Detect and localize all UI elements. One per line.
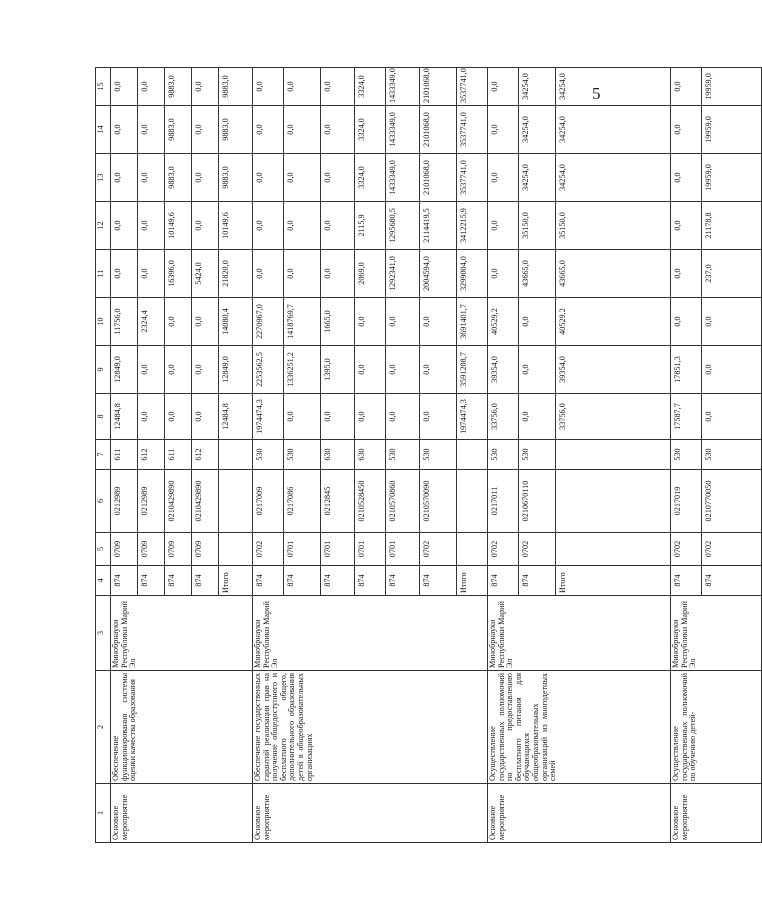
value-cell [556,440,671,470]
value-cell: 874 [284,566,321,596]
executor-cell: Минобрнауки Республики Марий Эл [488,596,671,671]
value-cell: 0,0 [488,68,519,106]
value-cell: 874 [192,566,219,596]
value-cell: 34254,0 [519,106,556,154]
value-cell: 12849,0 [111,346,138,394]
value-cell: 0702 [253,533,284,566]
column-header: 5 [96,533,111,566]
value-cell: 0,0 [111,106,138,154]
value-cell: 0,0 [138,394,165,440]
value-cell: 43665,0 [519,250,556,298]
value-cell: 1433349,0 [386,68,420,106]
value-cell: 0,0 [192,68,219,106]
value-cell: 0,0 [386,298,420,346]
value-cell: 0,0 [321,106,355,154]
value-cell: 1418769,7 [284,298,321,346]
executor-cell: Минобрнауки Республики Марий Эл [253,596,488,671]
value-cell: 0,0 [355,394,386,440]
executor-cell: Минобрнауки Республики Марий Эл [671,596,762,671]
value-cell [556,470,671,533]
value-cell: 0,0 [420,394,457,440]
value-cell: 12849,0 [219,346,253,394]
value-cell: 0,0 [253,154,284,202]
value-cell: 9883,0 [219,154,253,202]
value-cell [556,533,671,566]
value-cell: 0702 [702,533,762,566]
column-header: 3 [96,596,111,671]
value-cell: 0,0 [111,250,138,298]
value-cell: 21178,8 [702,202,762,250]
rotated-page [95,68,713,843]
value-cell: 0,0 [488,106,519,154]
value-cell: 612 [192,440,219,470]
value-cell: 0,0 [192,394,219,440]
value-cell: 34254,0 [556,154,671,202]
value-cell: 2324,4 [138,298,165,346]
value-cell: 630 [321,440,355,470]
column-header: 11 [96,250,111,298]
value-cell: 5424,0 [192,250,219,298]
value-cell: 34254,0 [556,68,671,106]
value-cell: 0210570090 [420,470,457,533]
value-cell: 35150,0 [519,202,556,250]
value-cell: 874 [165,566,192,596]
value-cell: 0,0 [420,346,457,394]
value-cell: 0,0 [192,154,219,202]
value-cell: 1433349,0 [386,154,420,202]
page-number: 5 [592,84,601,103]
value-cell: 530 [519,440,556,470]
value-cell: 0,0 [321,154,355,202]
value-cell: 0,0 [420,298,457,346]
value-cell: 3299004,0 [457,250,488,298]
value-cell: 0,0 [253,202,284,250]
activity-name-cell: Осуществление государственных полномочий по предоставлению бесплатного питания для обучающихся общеобразовательных организаций из многодетных семей [488,671,671,784]
value-cell: 0,0 [488,202,519,250]
value-cell: 3537741,0 [457,106,488,154]
column-header: 10 [96,298,111,346]
value-cell: 0702 [671,533,702,566]
value-cell: 3691401,7 [457,298,488,346]
column-header: 6 [96,470,111,533]
value-cell: 0212989 [111,470,138,533]
value-cell: 0210770050 [702,470,762,533]
value-cell: 630 [355,440,386,470]
value-cell: 0,0 [355,298,386,346]
value-cell: 3537741,0 [457,154,488,202]
column-header: 2 [96,671,111,784]
value-cell: 0,0 [702,298,762,346]
value-cell: 0,0 [284,68,321,106]
value-cell: 16396,0 [165,250,192,298]
value-cell: 21820,0 [219,250,253,298]
value-cell: 0702 [420,533,457,566]
value-cell: 0,0 [702,394,762,440]
column-header: 8 [96,394,111,440]
activity-type-cell: Основное мероприятие [111,784,253,843]
value-cell: 530 [671,440,702,470]
value-cell: 0,0 [111,202,138,250]
value-cell: 874 [519,566,556,596]
value-cell: 34254,0 [556,106,671,154]
value-cell: 12484,8 [111,394,138,440]
value-cell: 0,0 [671,106,702,154]
value-cell: 0,0 [321,394,355,440]
value-cell: 0,0 [284,394,321,440]
value-cell: 0,0 [253,68,284,106]
value-cell: 530 [488,440,519,470]
value-cell [457,470,488,533]
value-cell: 0,0 [138,154,165,202]
column-header: 7 [96,440,111,470]
total-label-cell: Итого [556,566,671,596]
value-cell: 3324,0 [355,68,386,106]
total-label-cell: Итого [219,566,253,596]
value-cell: 1336251,2 [284,346,321,394]
activity-name-cell: Обеспечение государственных гарантий реализации прав на получение общедоступного и бесплатного общего, дополнительного образования детей в общеобразовательных организациях [253,671,488,784]
value-cell: 0210429890 [165,470,192,533]
value-cell: 3324,0 [355,154,386,202]
value-cell: 40529,2 [556,298,671,346]
activity-name-cell: Осуществление государственных полномочий по обучению детей- [671,671,762,784]
value-cell: 10149,6 [219,202,253,250]
value-cell: 34254,0 [519,154,556,202]
value-cell: 0,0 [702,346,762,394]
value-cell: 874 [420,566,457,596]
column-header: 14 [96,106,111,154]
column-header: 4 [96,566,111,596]
value-cell: 0,0 [386,394,420,440]
column-header: 9 [96,346,111,394]
value-cell: 0,0 [284,154,321,202]
value-cell: 0701 [321,533,355,566]
value-cell: 0,0 [284,202,321,250]
value-cell: 0,0 [111,154,138,202]
value-cell: 0,0 [671,298,702,346]
activity-type-cell: Основное мероприятие [671,784,762,843]
value-cell: 0,0 [253,250,284,298]
value-cell: 0,0 [165,394,192,440]
value-cell: 530 [702,440,762,470]
value-cell: 1433349,0 [386,106,420,154]
column-header: 13 [96,154,111,202]
value-cell: 10149,6 [165,202,192,250]
value-cell: 0,0 [321,250,355,298]
value-cell: 2114419,5 [420,202,457,250]
value-cell: 0,0 [321,68,355,106]
value-cell: 0217019 [671,470,702,533]
value-cell: 17851,3 [671,346,702,394]
value-cell: 3537741,0 [457,68,488,106]
table-row [488,68,519,843]
value-cell: 874 [138,566,165,596]
value-cell: 0,0 [519,394,556,440]
value-cell: 530 [253,440,284,470]
value-cell: 1295680,5 [386,202,420,250]
value-cell: 9883,0 [165,106,192,154]
value-cell: 0,0 [138,346,165,394]
value-cell: 0,0 [671,68,702,106]
value-cell: 611 [111,440,138,470]
value-cell: 874 [671,566,702,596]
value-cell: 0212989 [138,470,165,533]
value-cell: 0,0 [519,298,556,346]
table-body [111,68,762,843]
value-cell: 33756,0 [488,394,519,440]
value-cell: 19959,0 [702,68,762,106]
value-cell: 0709 [192,533,219,566]
value-cell [457,440,488,470]
value-cell: 39354,0 [488,346,519,394]
value-cell: 0,0 [671,154,702,202]
executor-cell: Минобрнауки Республики Марий Эл [111,596,253,671]
value-cell: 874 [702,566,762,596]
value-cell: 0217009 [253,470,284,533]
value-cell: 0702 [519,533,556,566]
value-cell [219,470,253,533]
value-cell: 2004594,0 [420,250,457,298]
value-cell: 0,0 [192,106,219,154]
activity-name-cell: Обеспечение функционирования системы оценки качества образования [111,671,253,784]
value-cell: 0,0 [165,298,192,346]
value-cell: 0,0 [671,250,702,298]
value-cell: 0701 [386,533,420,566]
value-cell: 0,0 [355,346,386,394]
value-cell: 874 [386,566,420,596]
value-cell: 2101068,0 [420,68,457,106]
value-cell: 2270967,0 [253,298,284,346]
value-cell: 612 [138,440,165,470]
value-cell: 0,0 [321,202,355,250]
value-cell: 17587,7 [671,394,702,440]
value-cell: 0,0 [253,106,284,154]
value-cell: 0,0 [284,250,321,298]
value-cell: 0217011 [488,470,519,533]
value-cell: 530 [284,440,321,470]
column-header: 15 [96,68,111,106]
value-cell [219,440,253,470]
value-cell: 2069,0 [355,250,386,298]
value-cell: 0709 [138,533,165,566]
value-cell: 0,0 [138,68,165,106]
value-cell: 874 [111,566,138,596]
value-cell: 1665,0 [321,298,355,346]
value-cell: 33756,0 [556,394,671,440]
value-cell: 0,0 [138,250,165,298]
value-cell: 2115,9 [355,202,386,250]
value-cell: 2101068,0 [420,106,457,154]
value-cell: 2253562,5 [253,346,284,394]
total-label-cell: Итого [457,566,488,596]
value-cell: 0,0 [138,106,165,154]
value-cell: 0,0 [488,250,519,298]
activity-type-cell: Основное мероприятие [488,784,671,843]
value-cell: 0709 [165,533,192,566]
value-cell: 19959,0 [702,106,762,154]
value-cell: 9883,0 [165,68,192,106]
value-cell: 0,0 [192,346,219,394]
value-cell [219,533,253,566]
value-cell: 0,0 [519,346,556,394]
activity-type-cell: Основное мероприятие [253,784,488,843]
value-cell: 0701 [284,533,321,566]
value-cell: 14080,4 [219,298,253,346]
table-row [253,68,284,843]
value-cell: 0,0 [671,202,702,250]
value-cell: 0,0 [192,202,219,250]
value-cell: 0,0 [111,68,138,106]
value-cell: 9883,0 [219,68,253,106]
value-cell: 40529,2 [488,298,519,346]
value-cell: 1395,0 [321,346,355,394]
value-cell: 3591208,7 [457,346,488,394]
value-cell: 0,0 [386,346,420,394]
value-cell: 0,0 [138,202,165,250]
value-cell: 874 [488,566,519,596]
value-cell: 11756,0 [111,298,138,346]
value-cell: 2101068,0 [420,154,457,202]
value-cell: 0210670110 [519,470,556,533]
value-cell: 874 [253,566,284,596]
value-cell: 1974474,3 [457,394,488,440]
value-cell: 237,0 [702,250,762,298]
budget-table [95,67,762,843]
table-row [111,68,138,843]
value-cell: 0,0 [488,154,519,202]
value-cell: 0212845 [321,470,355,533]
value-cell: 0,0 [192,298,219,346]
value-cell: 530 [386,440,420,470]
value-cell: 874 [355,566,386,596]
value-cell: 3412215,9 [457,202,488,250]
value-cell: 0210570860 [386,470,420,533]
value-cell: 0,0 [284,106,321,154]
header-row [96,68,111,843]
value-cell: 874 [321,566,355,596]
value-cell: 43665,0 [556,250,671,298]
value-cell: 0217086 [284,470,321,533]
column-header: 12 [96,202,111,250]
value-cell: 0709 [111,533,138,566]
value-cell [457,533,488,566]
value-cell: 3324,0 [355,106,386,154]
value-cell: 19959,0 [702,154,762,202]
value-cell: 611 [165,440,192,470]
value-cell: 34254,0 [519,68,556,106]
value-cell: 0701 [355,533,386,566]
value-cell: 530 [420,440,457,470]
value-cell: 0210528450 [355,470,386,533]
value-cell: 0,0 [165,346,192,394]
value-cell: 1974474,3 [253,394,284,440]
value-cell: 1292341,0 [386,250,420,298]
value-cell: 39354,0 [556,346,671,394]
value-cell: 9883,0 [219,106,253,154]
value-cell: 0210429890 [192,470,219,533]
value-cell: 0702 [488,533,519,566]
value-cell: 12484,8 [219,394,253,440]
value-cell: 9883,0 [165,154,192,202]
value-cell: 35150,0 [556,202,671,250]
column-header: 1 [96,784,111,843]
table-row [671,68,702,843]
